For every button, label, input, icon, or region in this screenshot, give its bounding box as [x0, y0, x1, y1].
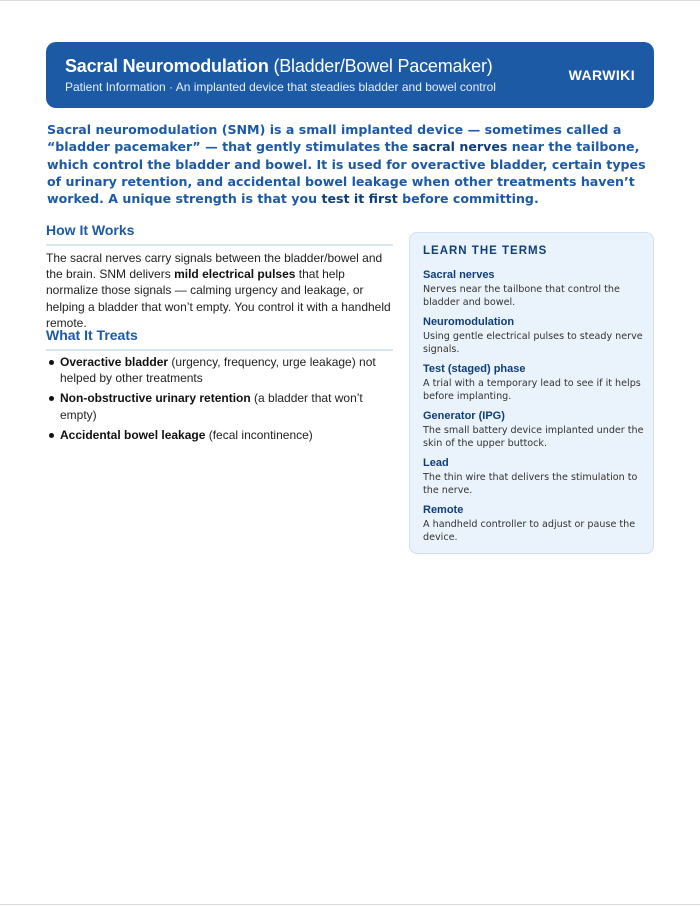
- list-item-text: (urgency, frequency, urge leakage) not helped by other treatments: [60, 355, 376, 386]
- what-it-treats-heading: What It Treats: [46, 327, 393, 351]
- intro-highlight-sacral-nerves: sacral nerves: [412, 139, 508, 155]
- term-name: Test (staged) phase: [423, 363, 526, 375]
- how-it-works-heading: How It Works: [46, 222, 393, 246]
- list-item-bold: Non-obstructive urinary retention: [60, 391, 251, 406]
- intro-paragraph: [47, 121, 651, 207]
- term-definition: A handheld controller to adjust or pause the device.: [423, 519, 636, 544]
- list-item-text: (a bladder that won’t empty): [60, 391, 363, 422]
- list-item: [48, 427, 388, 443]
- how-it-works-text-part: The sacral nerves carry signals between the bladder/bowel and the brain. SNM delivers: [46, 251, 383, 282]
- intro-text: before committing.: [397, 191, 539, 207]
- term-name: Neuromodulation: [423, 316, 515, 328]
- term-name: Sacral nerves: [423, 269, 495, 281]
- term-definition: Nerves near the tailbone that control the bladder and bowel.: [423, 284, 620, 309]
- how-it-works-text: [46, 250, 396, 331]
- page-title-main: Sacral Neuromodulation: [65, 56, 269, 76]
- term-remote: [423, 503, 645, 544]
- treats-list: [48, 354, 388, 447]
- list-item-bold: Overactive bladder: [60, 355, 169, 369]
- intro-highlight-test-first: test it first: [321, 191, 398, 207]
- term-definition: The small battery device implanted under the skin of the upper buttock.: [423, 425, 644, 450]
- term-name: Remote: [423, 504, 464, 516]
- term-definition: A trial with a temporary lead to see if it helps before implanting.: [423, 378, 641, 403]
- brand-logo: WARWIKI: [568, 67, 635, 83]
- how-it-works-text-part: that help normalize those signals — calming urgency and leakage, or helping a bladder that won’t empty. You control it with a handheld remote.: [46, 267, 391, 330]
- list-item: [48, 390, 388, 422]
- intro-text: Sacral neuromodulation (SNM) is a small implanted device — sometimes called a “bladder pacemaker” — that gently stimulates the: [47, 122, 622, 155]
- bottom-divider: [0, 904, 700, 905]
- term-name: Generator (IPG): [423, 410, 505, 422]
- term-definition: The thin wire that delivers the stimulation to the nerve.: [423, 472, 638, 497]
- how-it-works-emphasis: mild electrical pulses: [174, 267, 296, 282]
- term-name: Lead: [423, 457, 449, 469]
- top-divider: [0, 0, 700, 1]
- page-header: [46, 42, 654, 108]
- term-lead: [423, 456, 645, 497]
- terms-box-title: LEARN THE TERMS: [423, 245, 548, 257]
- term-definition: Using gentle electrical pulses to steady nerve signals.: [423, 331, 643, 356]
- page-title: [65, 56, 493, 77]
- term-sacral-nerves: [423, 268, 645, 309]
- intro-text: near the tailbone, which control the bladder and bowel. It is used for overactive bladder, certain types of urinary retention, and accidental bowel leakage when other treatments haven’t worked. A unique strength is that you: [47, 139, 646, 207]
- term-test-phase: [423, 362, 645, 403]
- term-neuromodulation: [423, 315, 645, 356]
- term-generator: [423, 409, 645, 450]
- page-subtitle: Patient Information · An implanted device that steadies bladder and bowel control: [65, 80, 496, 94]
- list-item-bold: Accidental bowel leakage: [60, 427, 206, 442]
- list-item-text: (fecal incontinence): [205, 427, 313, 442]
- learn-the-terms-box: [409, 232, 654, 554]
- list-item: [48, 354, 388, 386]
- page-title-rest: (Bladder/Bowel Pacemaker): [268, 56, 493, 76]
